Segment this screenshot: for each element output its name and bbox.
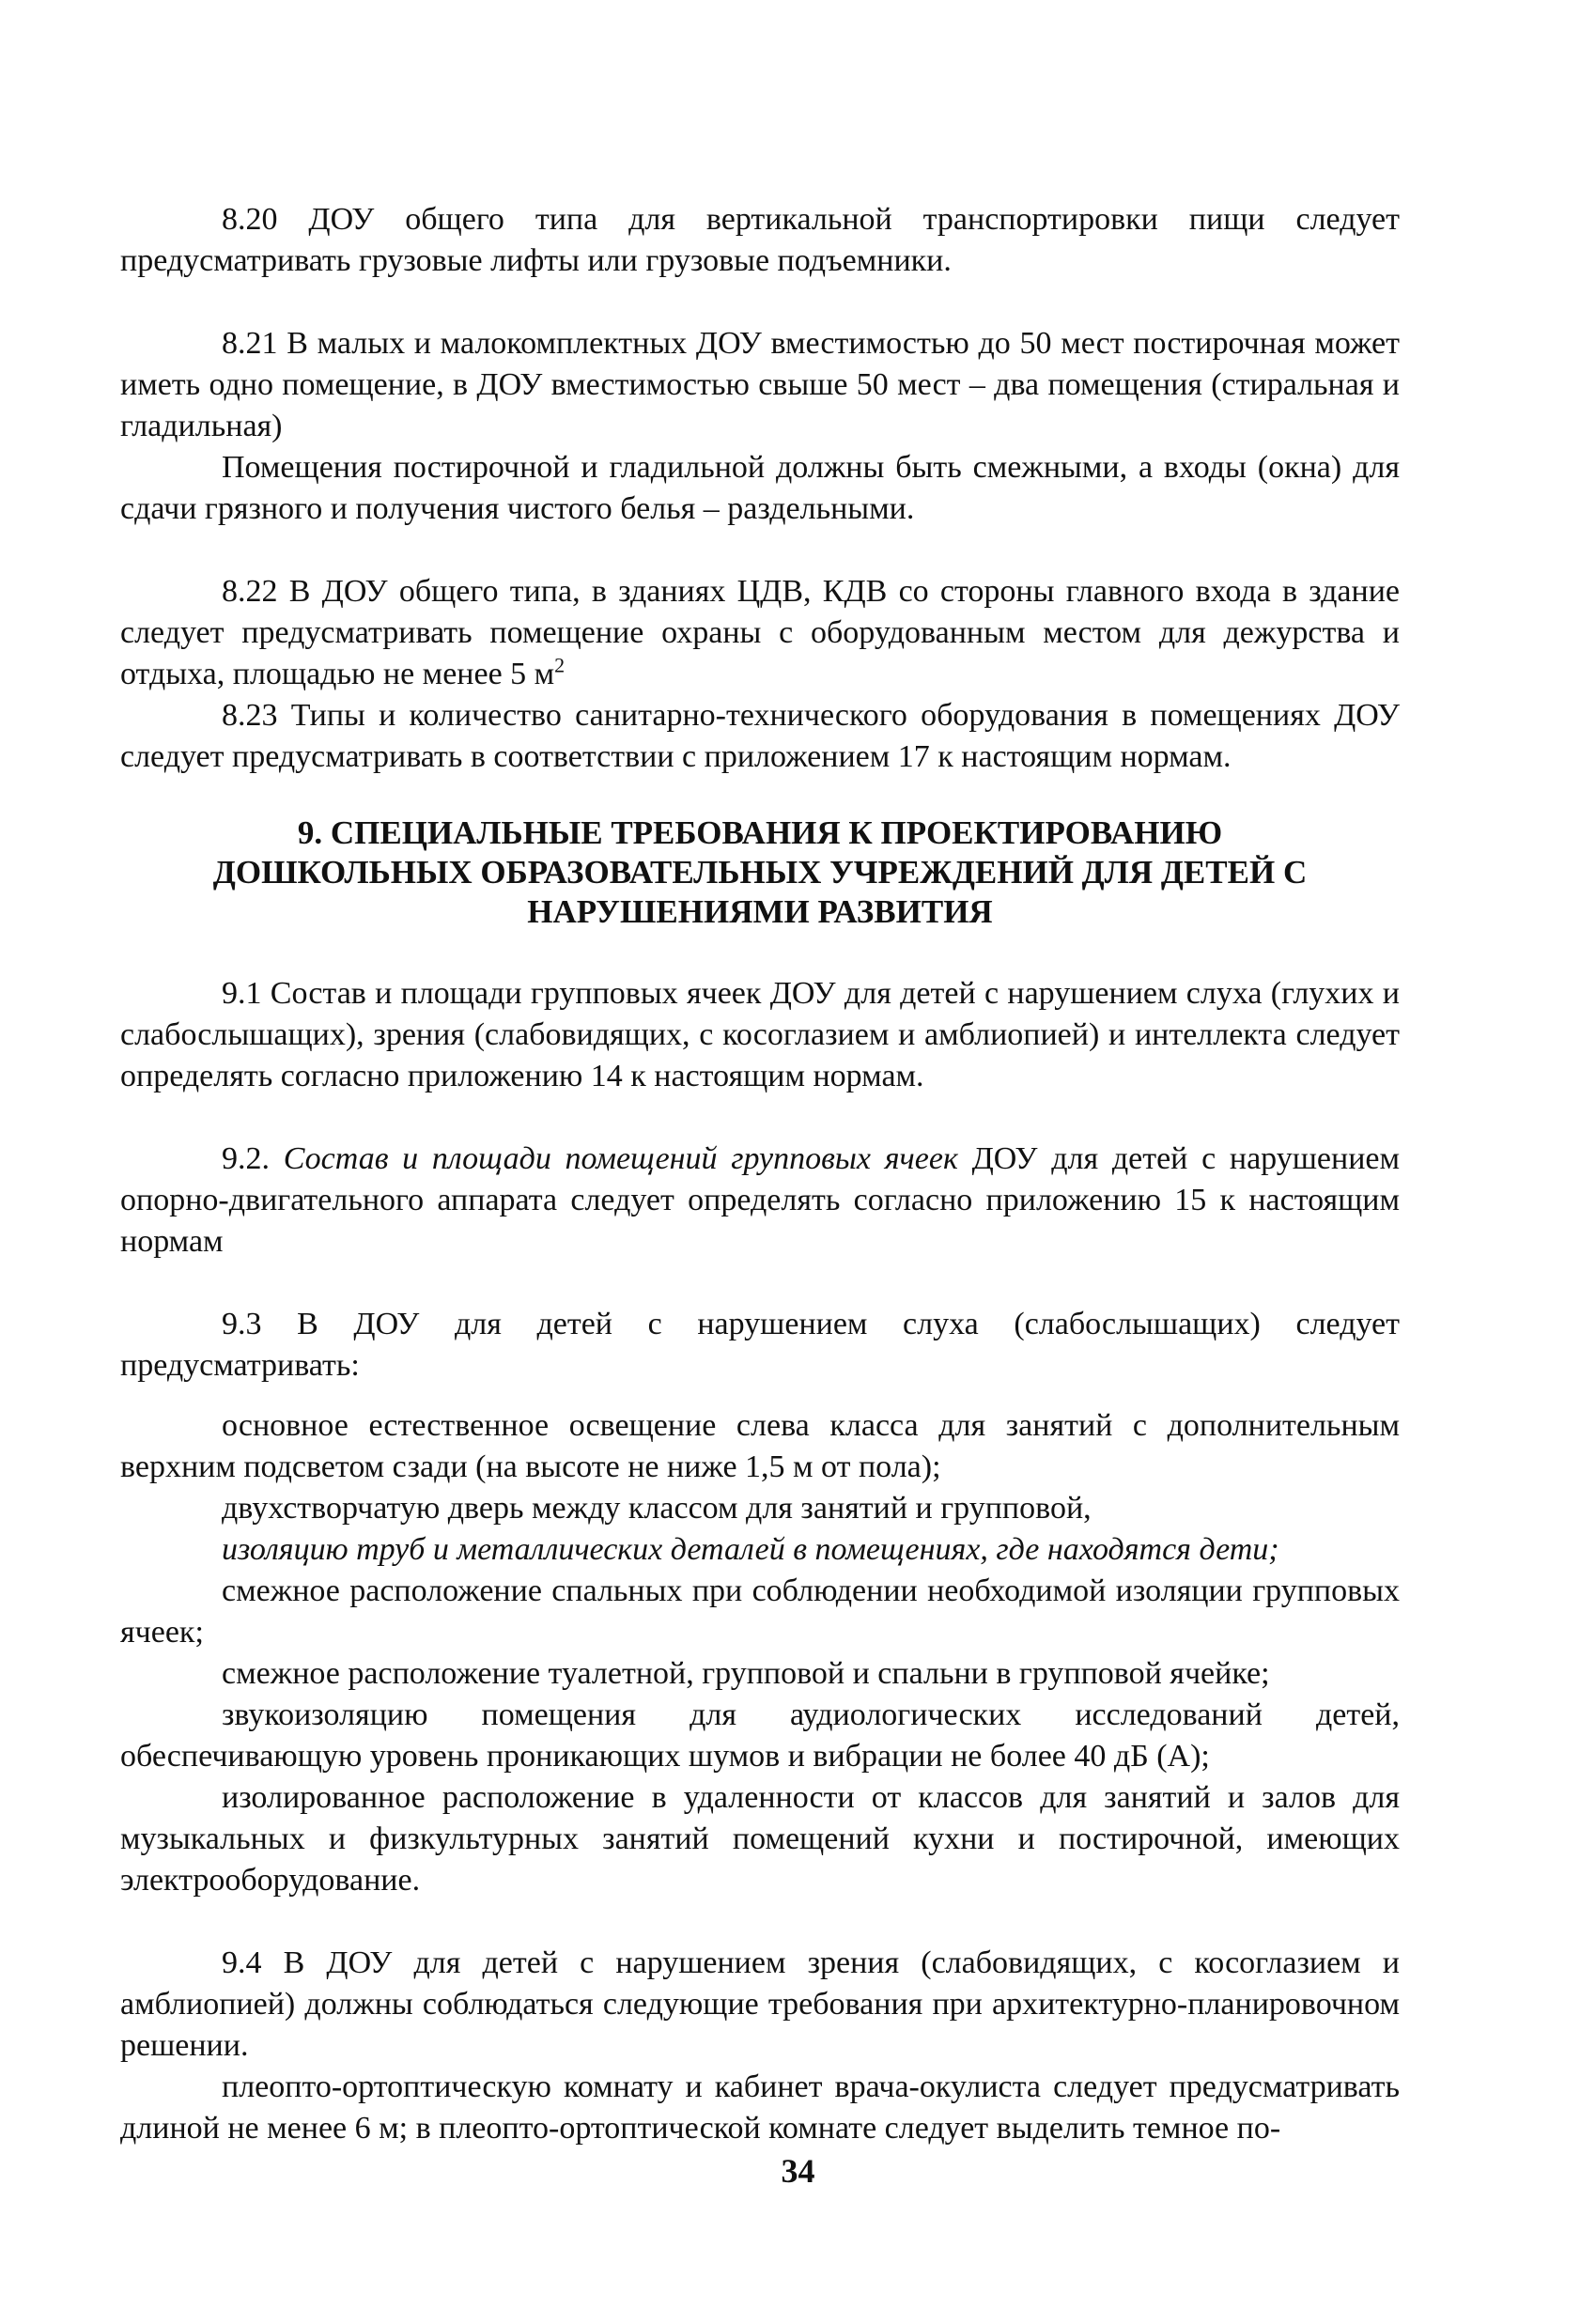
heading-line-2: ДОШКОЛЬНЫХ ОБРАЗОВАТЕЛЬНЫХ УЧРЕЖДЕНИЙ ДЛЯ ДЕТЕЙ С [212, 854, 1308, 891]
paragraph-8-21: 8.21 В малых и малокомплектных ДОУ вместимостью до 50 мест постирочная может иметь одно помещение, в ДОУ вместимостью свыше 50 мест – два помещения (стиральная и гладильная) [120, 326, 1400, 443]
paragraph-8-23: 8.23 Типы и количество санитарно-технического оборудования в помещениях ДОУ следует предусматривать в соответствии с приложением 17 к настоящим нормам. [120, 698, 1400, 774]
list-item: двухстворчатую дверь между классом для занятий и групповой, [222, 1491, 1092, 1526]
section-9-heading [120, 814, 1400, 932]
paragraph-9-4-continued: плеопто-ортоптическую комнату и кабинет врача-окулиста следует предусматривать длиной не менее 6 м; в плеопто-ортоптической комнате следует выделить темное по- [120, 2069, 1400, 2146]
list-item: звукоизоляцию помещения для аудиологических исследований детей, обеспечивающую уровень проникающих шумов и вибрации не более 40 дБ (А); [120, 1697, 1400, 1774]
page-number: 34 [781, 2152, 815, 2190]
page-body [120, 199, 1400, 2149]
paragraph-8-22-text: 8.22 В ДОУ общего типа, в зданиях ЦДВ, КДВ со стороны главного входа в здание следует предусматривать помещение охраны с оборудованным местом для дежурства и отдыха, площадью не менее 5 м [120, 574, 1400, 691]
paragraph-9-2-rest: ДОУ для детей с нарушением опорно-двигательного аппарата следует определять согласно приложению 15 к настоящим нормам [120, 1141, 1400, 1259]
heading-line-3: НАРУШЕНИЯМИ РАЗВИТИЯ [527, 893, 993, 930]
paragraph-9-4: 9.4 В ДОУ для детей с нарушением зрения (слабовидящих, с косоглазием и амблиопией) должны соблюдаться следующие требования при архитектурно-планировочном решении. [120, 1945, 1400, 2063]
paragraph-9-2 [120, 1139, 1400, 1263]
list-item: изолированное расположение в удаленности от классов для занятий и залов для музыкальных и физкультурных занятий помещений кухни и постирочной, имеющих электрооборудование. [120, 1780, 1400, 1898]
paragraph-8-21-continued: Помещения постирочной и гладильной должны быть смежными, а входы (окна) для сдачи грязного и получения чистого белья – раздельными. [120, 450, 1400, 526]
paragraph-9-3: 9.3 В ДОУ для детей с нарушением слуха (слабослышащих) следует предусматривать: [120, 1307, 1400, 1383]
paragraph-9-2-italic: Состав и площади помещений групповых ячеек [283, 1141, 958, 1176]
list-item: основное естественное освещение слева класса для занятий с дополнительным верхним подсветом сзади (на высоте не ниже 1,5 м от пола); [120, 1408, 1400, 1484]
paragraph-9-2-number: 9.2. [222, 1141, 284, 1176]
superscript-2: 2 [554, 653, 566, 677]
paragraph-8-22 [120, 571, 1400, 695]
paragraph-8-20: 8.20 ДОУ общего типа для вертикальной транспортировки пищи следует предусматривать грузовые лифты или грузовые подъемники. [120, 202, 1400, 278]
list-item: смежное расположение туалетной, групповой и спальни в групповой ячейке; [222, 1656, 1270, 1691]
list-item: изоляцию труб и металлических деталей в помещениях, где находятся дети; [222, 1532, 1279, 1567]
list-item: смежное расположение спальных при соблюдении необходимой изоляции групповых ячеек; [120, 1573, 1400, 1650]
paragraph-9-1: 9.1 Состав и площади групповых ячеек ДОУ для детей с нарушением слуха (глухих и слабослышащих), зрения (слабовидящих, с косоглазием и амблиопией) и интеллекта следует определять согласно приложению 14 к настоящим нормам. [120, 976, 1400, 1093]
heading-line-1: 9. СПЕЦИАЛЬНЫЕ ТРЕБОВАНИЯ К ПРОЕКТИРОВАНИЮ [297, 814, 1223, 851]
